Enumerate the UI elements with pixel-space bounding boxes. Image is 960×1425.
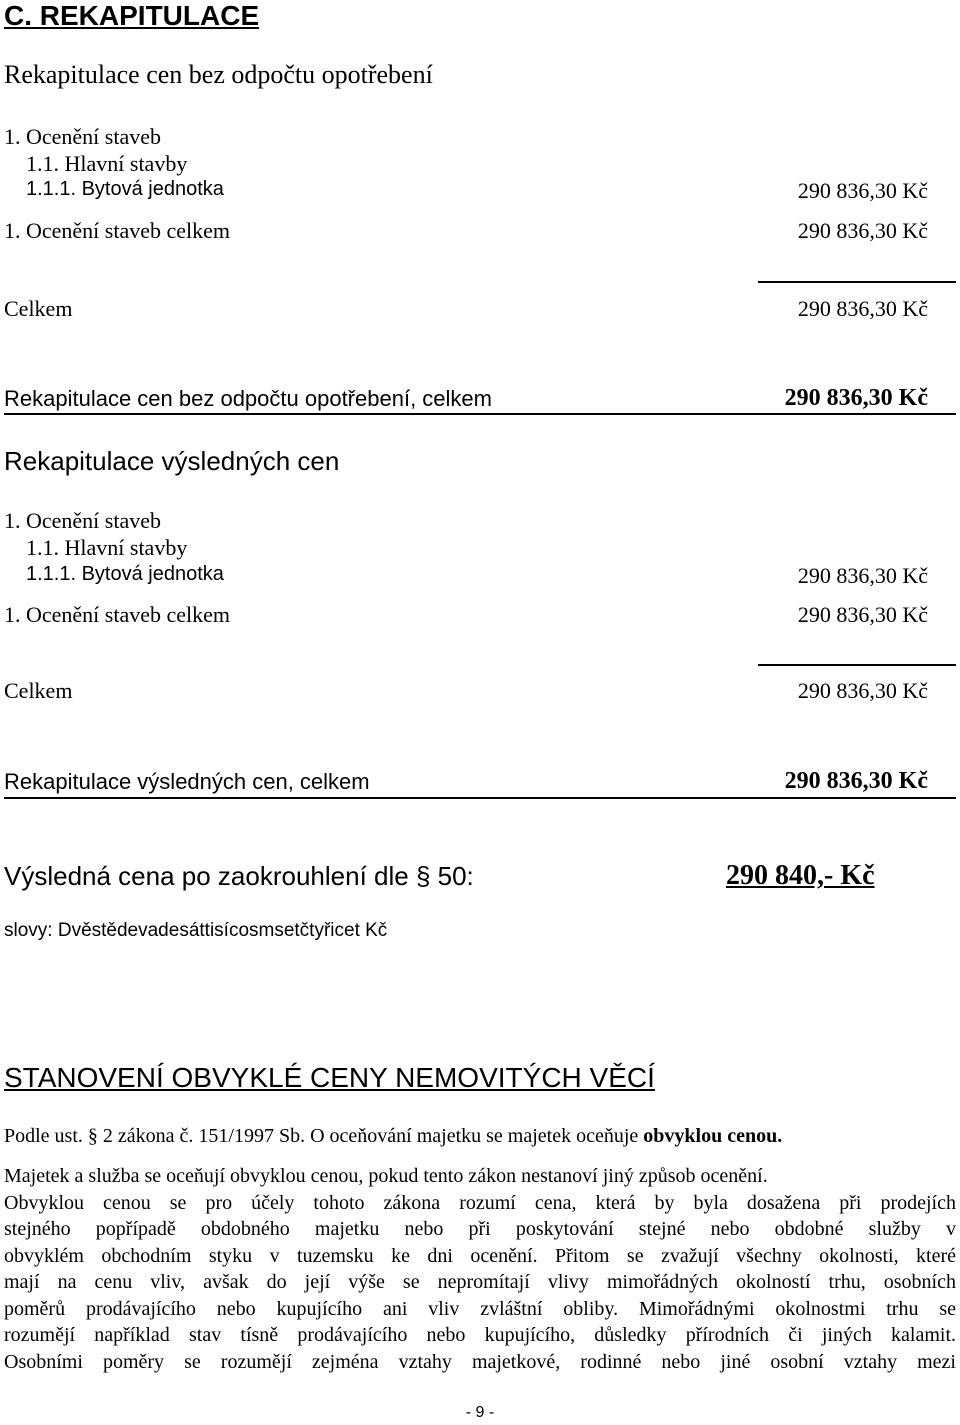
- block1-item-l2: 1.1. Hlavní stavby: [26, 151, 188, 176]
- block1-total-label: Celkem: [4, 296, 73, 321]
- block2-heading: Rekapitulace výsledných cen: [4, 446, 340, 476]
- stanoveni-intro-text: Podle ust. § 2 zákona č. 151/1997 Sb. O oceňování majetku se majetek oceňuje: [4, 1125, 644, 1147]
- block1-item-l3: 1.1.1. Bytová jednotka: [26, 178, 224, 200]
- block2-item-l1: 1. Ocenění staveb: [4, 508, 161, 533]
- final-price-label: Výsledná cena po zaokrouhlení dle § 50:: [4, 861, 474, 891]
- block2-subtotal-label: 1. Ocenění staveb celkem: [4, 602, 231, 627]
- block2-total-label: Celkem: [4, 678, 73, 703]
- block1-item-l3-value: 290 836,30 Kč: [797, 178, 928, 203]
- block2-total-rule: [758, 664, 956, 666]
- paragraph-line: poměrů prodávajícího nebo kupujícího ani vliv zvláštní obliby. Mimořádnými okolnostmi trhu se: [4, 1297, 956, 1320]
- block1-heading: Rekapitulace cen bez odpočtu opotřebení: [4, 60, 433, 89]
- block1-grand-label: Rekapitulace cen bez odpočtu opotřebení, celkem: [4, 386, 492, 411]
- block2-total-value: 290 836,30 Kč: [797, 678, 928, 703]
- block1-total-rule: [758, 281, 956, 283]
- paragraph-line: stejného popřípadě obdobného majetku nebo při poskytování stejné nebo obdobné služby v: [4, 1218, 956, 1240]
- stanoveni-intro: [4, 1125, 782, 1148]
- block2-grand-rule: [4, 797, 956, 799]
- block2-item-l3: 1.1.1. Bytová jednotka: [26, 563, 224, 585]
- block2-item-l2: 1.1. Hlavní stavby: [26, 535, 188, 560]
- section-title: C. REKAPITULACE: [4, 0, 260, 31]
- block2-grand-value: 290 836,30 Kč: [784, 768, 928, 794]
- final-price-words: slovy: Dvěstědevadesáttisícosmsetčtyřicet Kč: [4, 920, 388, 941]
- page-number: - 9 -: [465, 1404, 495, 1421]
- paragraph-line: Obvyklou cenou se pro účely tohoto zákona rozumí cena, která by byla dosažena při prodejích: [4, 1191, 956, 1214]
- stanoveni-paragraph: [4, 1163, 956, 1375]
- block1-subtotal-label: 1. Ocenění staveb celkem: [4, 218, 231, 243]
- paragraph-line: rozumějí například stav tísně prodávajícího nebo kupujícího, důsledky přírodních či jiných kalamit.: [4, 1324, 956, 1346]
- paragraph-line: Majetek a služba se oceňují obvyklou cenou, pokud tento zákon nestanoví jiný způsob ocenění.: [4, 1165, 768, 1187]
- paragraph-line: mají na cenu vliv, avšak do její výše se nepromítají vlivy mimořádných okolností trhu, osobních: [4, 1271, 956, 1293]
- block1-subtotal-value: 290 836,30 Kč: [797, 218, 928, 243]
- block2-subtotal-value: 290 836,30 Kč: [797, 602, 928, 627]
- block1-total-value: 290 836,30 Kč: [797, 296, 928, 321]
- stanoveni-heading: STANOVENÍ OBVYKLÉ CENY NEMOVITÝCH VĚCÍ: [4, 1062, 655, 1093]
- block2-grand-label: Rekapitulace výsledných cen, celkem: [4, 769, 370, 794]
- stanoveni-intro-bold: obvyklou cenou.: [643, 1125, 783, 1147]
- paragraph-line: Osobními poměry se rozumějí zejména vztahy majetkové, rodinné nebo jiné osobní vztahy mezi: [4, 1350, 956, 1373]
- final-price-value: 290 840,- Kč: [726, 860, 875, 891]
- block1-grand-value: 290 836,30 Kč: [784, 385, 928, 411]
- paragraph-line: obvyklém obchodním styku v tuzemsku ke dni ocenění. Přitom se zvažují všechny okolnosti, které: [4, 1244, 956, 1267]
- block2-item-l3-value: 290 836,30 Kč: [797, 563, 928, 588]
- block1-item-l1: 1. Ocenění staveb: [4, 124, 161, 149]
- block1-grand-rule: [4, 413, 956, 415]
